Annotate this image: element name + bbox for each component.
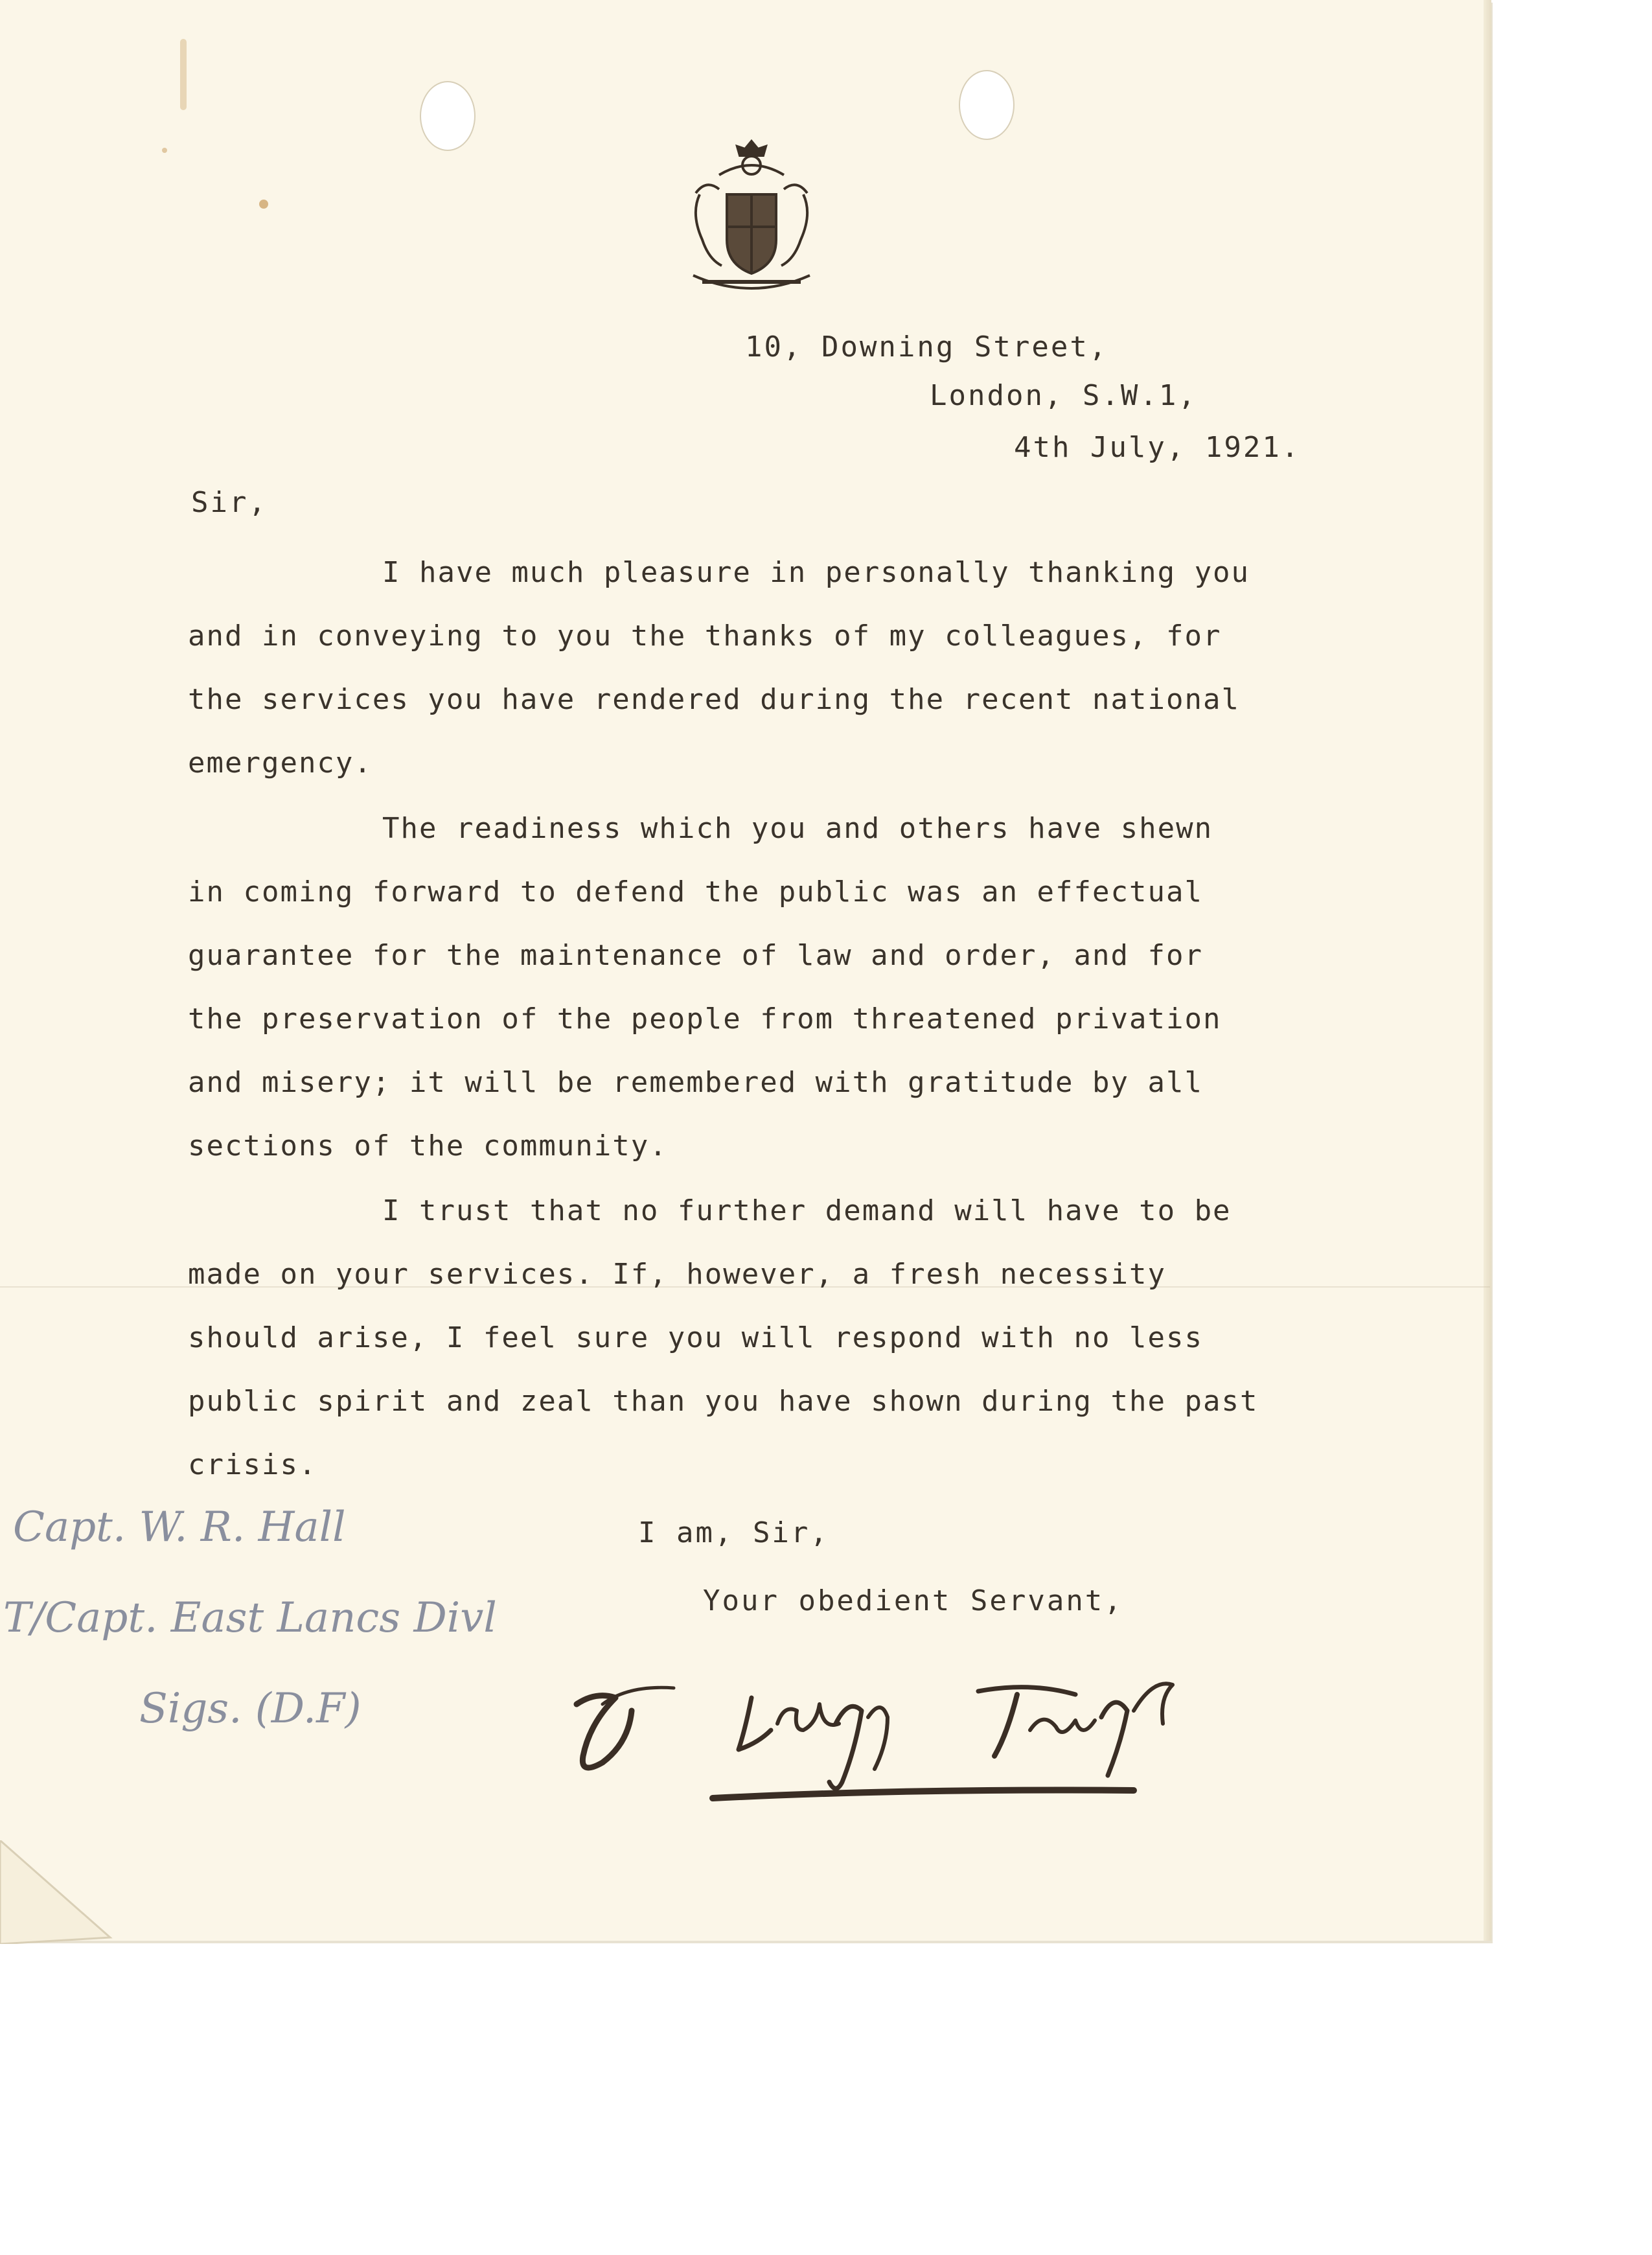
royal-crest-icon: [680, 136, 823, 295]
annotation-line-1: Capt. W. R. Hall: [13, 1503, 346, 1551]
address-line-1: 10, Downing Street,: [745, 330, 1108, 364]
body-paragraph-1: [188, 541, 1302, 795]
punch-hole-right: [959, 70, 1015, 140]
paragraph-line: emergency.: [188, 746, 373, 780]
rust-stain: [180, 39, 187, 110]
address-line-2: London, S.W.1,: [930, 379, 1197, 412]
rust-spot: [259, 200, 268, 209]
paragraph-line: made on your services. If, however, a fresh necessity: [188, 1258, 1166, 1291]
rust-spot: [162, 148, 167, 153]
paragraph-line: and misery; it will be remembered with gratitude by all: [188, 1066, 1203, 1099]
annotation-line-2: T/Capt. East Lancs Divl: [3, 1594, 497, 1642]
body-paragraph-2: [188, 797, 1302, 1178]
annotation-line-3: Sigs. (D.F): [139, 1685, 361, 1733]
paragraph-line: sections of the community.: [188, 1129, 668, 1162]
body-paragraph-3: [188, 1179, 1302, 1497]
paragraph-line: crisis.: [188, 1448, 317, 1481]
paragraph-line: I trust that no further demand will have to be: [382, 1194, 1232, 1227]
signature-image: [564, 1659, 1276, 1814]
folded-corner: [0, 1840, 117, 1944]
paragraph-line: the preservation of the people from threatened privation: [188, 1002, 1222, 1035]
paragraph-line: in coming forward to defend the public was an effectual: [188, 875, 1203, 908]
paragraph-line: public spirit and zeal than you have shown during the past: [188, 1385, 1259, 1418]
paragraph-line: the services you have rendered during the recent national: [188, 683, 1240, 716]
paragraph-line: guarantee for the maintenance of law and order, and for: [188, 939, 1203, 972]
closing-line-2: Your obedient Servant,: [703, 1584, 1123, 1617]
closing-line-1: I am, Sir,: [638, 1516, 829, 1549]
paragraph-line: and in conveying to you the thanks of my colleagues, for: [188, 619, 1222, 653]
paper-edge: [1484, 0, 1491, 1941]
salutation: Sir,: [191, 486, 268, 519]
punch-hole-left: [420, 81, 476, 151]
letter-date: 4th July, 1921.: [1014, 431, 1301, 464]
paragraph-line: I have much pleasure in personally thanking you: [382, 556, 1250, 589]
paragraph-line: The readiness which you and others have shewn: [382, 812, 1213, 845]
paragraph-line: should arise, I feel sure you will respond with no less: [188, 1321, 1203, 1354]
